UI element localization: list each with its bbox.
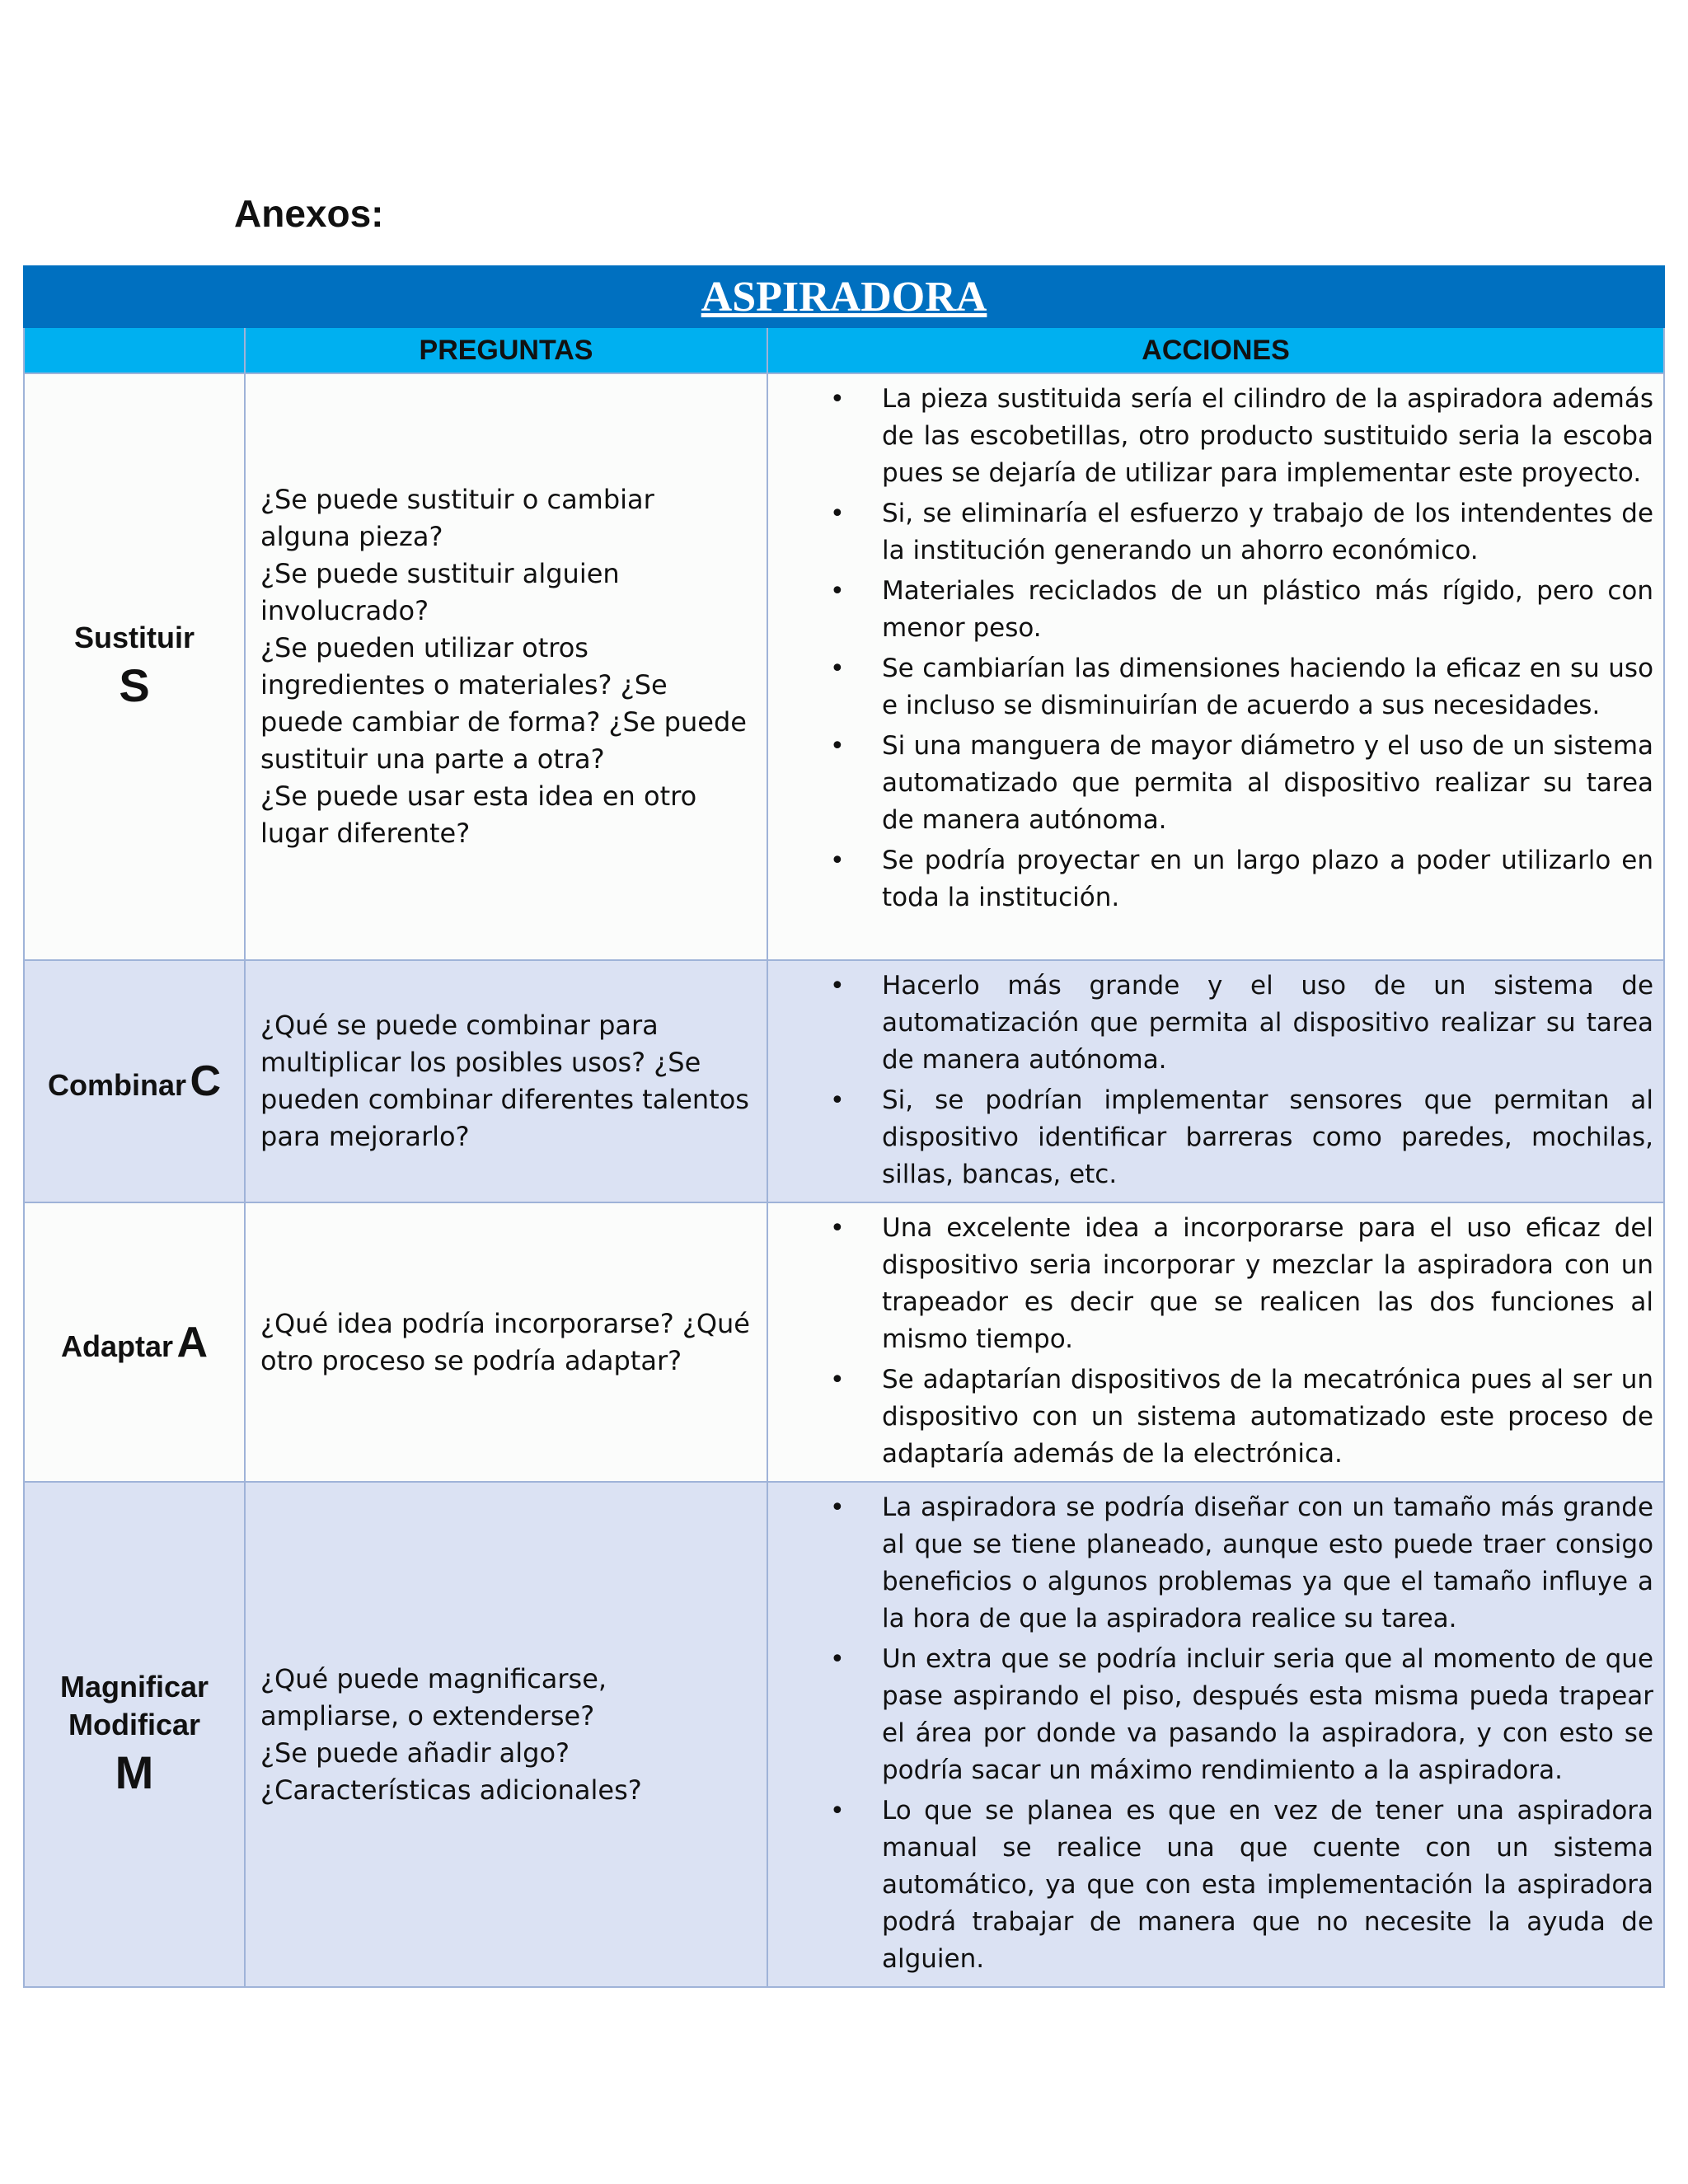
bullet-icon: • <box>830 654 845 683</box>
action-item <box>768 842 1653 916</box>
row-letter: S <box>119 659 150 711</box>
bullet-icon: • <box>830 1493 845 1522</box>
actions-list <box>768 1210 1653 1473</box>
action-item <box>768 1210 1653 1358</box>
bullet-icon: • <box>830 1086 845 1115</box>
question-text: ¿Se puede sustituir o cambiar alguna pieza? <box>260 484 654 552</box>
row-label-cell <box>24 1482 245 1987</box>
row-label: Magnificar <box>59 1669 209 1704</box>
table-title-cell <box>24 266 1664 327</box>
bullet-icon: • <box>830 1366 845 1394</box>
row-letter: C <box>190 1057 222 1105</box>
actions-cell <box>767 1482 1664 1987</box>
table-row-magnificar <box>24 1482 1664 1987</box>
table-title-row <box>24 266 1664 327</box>
bullet-icon: • <box>830 846 845 875</box>
questions-cell <box>245 373 767 960</box>
action-text: Un extra que se podría incluir seria que al momento de que pase aspirando el piso, después esta misma pueda trapear el área por donde va pasando la aspiradora, y con esto se podría sacar un máximo rendimiento a la aspiradora. <box>882 1644 1654 1785</box>
action-text: Lo que se planea es que en vez de tener una aspiradora manual se realice una que cuente con un sistema automático, ya que con esta implementación la aspiradora podrá trabajar de manera que no necesite la ayuda de alguien. <box>882 1796 1654 1974</box>
table-row-adaptar <box>24 1202 1664 1482</box>
actions-list <box>768 968 1653 1193</box>
column-header-blank <box>24 327 245 373</box>
actions-cell <box>767 960 1664 1202</box>
action-item <box>768 728 1653 839</box>
action-text: Si una manguera de mayor diámetro y el uso de un sistema automatizado que permita al dispositivo realizar su tarea de manera autónoma. <box>882 731 1654 835</box>
row-label-cell <box>24 373 245 960</box>
actions-list <box>768 1489 1653 1978</box>
question-text: ¿Se puede usar esta idea en otro lugar diferente? <box>260 780 697 849</box>
action-item <box>768 495 1653 569</box>
question-text: ¿Se puede sustituir alguien involucrado? <box>260 558 620 626</box>
bullet-icon: • <box>830 972 845 1001</box>
action-text: Una excelente idea a incorporarse para el uso eficaz del dispositivo seria incorporar y mezclar la aspiradora con un trapeador es decir que se realicen las dos funciones al mismo tiempo. <box>882 1213 1654 1354</box>
scamper-table <box>23 265 1665 1988</box>
action-text: Se podría proyectar en un largo plazo a poder utilizarlo en toda la institución. <box>882 846 1654 912</box>
question-text: ¿Qué se puede combinar para multiplicar los posibles usos? ¿Se pueden combinar diferentes talentos para mejorarlo? <box>260 1010 749 1152</box>
row-label: Adaptar <box>60 1329 173 1363</box>
action-item <box>768 381 1653 492</box>
action-text: Si, se podrían implementar sensores que permitan al dispositivo identificar barreras como paredes, mochilas, sillas, bancas, etc. <box>882 1085 1654 1189</box>
bullet-icon: • <box>830 1645 845 1674</box>
action-text: La aspiradora se podría diseñar con un tamaño más grande al que se tiene planeado, aunque esto puede traer consigo beneficios o algunos problemas ya que el tamaño influye a la hora de que la aspiradora realice su tarea. <box>882 1493 1654 1633</box>
row-label: Sustituir <box>73 621 195 654</box>
bullet-icon: • <box>830 385 845 414</box>
table-row-sustituir <box>24 373 1664 960</box>
action-item <box>768 1641 1653 1789</box>
action-text: La pieza sustituida sería el cilindro de la aspiradora además de las escobetillas, otro producto sustituido seria la escoba pues se dejaría de utilizar para implementar este proyecto. <box>882 384 1654 488</box>
column-header-actions: ACCIONES <box>767 327 1664 373</box>
action-text: Hacerlo más grande y el uso de un sistema de automatización que permita al dispositivo realizar su tarea de manera autónoma. <box>882 971 1654 1075</box>
action-item <box>768 968 1653 1079</box>
page-heading: Anexos: <box>234 192 384 235</box>
bullet-icon: • <box>830 499 845 528</box>
action-text: Materiales reciclados de un plástico más rígido, pero con menor peso. <box>882 576 1654 643</box>
bullet-icon: • <box>830 1214 845 1243</box>
action-item <box>768 1793 1653 1978</box>
row-letter: M <box>115 1746 154 1798</box>
question-text: ¿Características adicionales? <box>260 1774 642 1806</box>
row-label: Combinar <box>47 1068 186 1102</box>
actions-cell <box>767 373 1664 960</box>
actions-cell <box>767 1202 1664 1482</box>
questions-cell <box>245 1202 767 1482</box>
bullet-icon: • <box>830 1797 845 1825</box>
table-row-combinar <box>24 960 1664 1202</box>
bullet-icon: • <box>830 577 845 606</box>
row-label-cell <box>24 1202 245 1482</box>
action-item <box>768 650 1653 724</box>
table-title: ASPIRADORA <box>701 273 987 321</box>
questions-cell <box>245 1482 767 1987</box>
action-item <box>768 573 1653 647</box>
action-item <box>768 1361 1653 1473</box>
column-header-row <box>24 327 1664 373</box>
action-text: Si, se eliminaría el esfuerzo y trabajo de los intendentes de la institución generando un ahorro económico. <box>882 499 1654 565</box>
column-header-questions: PREGUNTAS <box>245 327 767 373</box>
question-text: ¿Se puede añadir algo? <box>260 1736 570 1769</box>
questions-cell <box>245 960 767 1202</box>
actions-list <box>768 381 1653 916</box>
row-letter: A <box>176 1318 209 1366</box>
row-label-cell <box>24 960 245 1202</box>
action-item <box>768 1489 1653 1638</box>
action-text: Se cambiarían las dimensiones haciendo la eficaz en su uso e incluso se disminuirían de acuerdo a sus necesidades. <box>882 654 1654 720</box>
action-text: Se adaptarían dispositivos de la mecatrónica pues al ser un dispositivo con un sistema automatizado este proceso de adaptaría además de la electrónica. <box>882 1365 1654 1469</box>
bullet-icon: • <box>830 732 845 761</box>
question-text: ¿Se pueden utilizar otros ingredientes o materiales? ¿Se puede cambiar de forma? ¿Se puede sustituir una parte a otra? <box>260 632 747 775</box>
question-text: ¿Qué idea podría incorporarse? ¿Qué otro proceso se podría adaptar? <box>260 1307 750 1376</box>
row-label-secondary: Modificar <box>68 1707 200 1741</box>
action-item <box>768 1082 1653 1193</box>
question-text: ¿Qué puede magnificarse, ampliarse, o extenderse? <box>260 1662 607 1732</box>
